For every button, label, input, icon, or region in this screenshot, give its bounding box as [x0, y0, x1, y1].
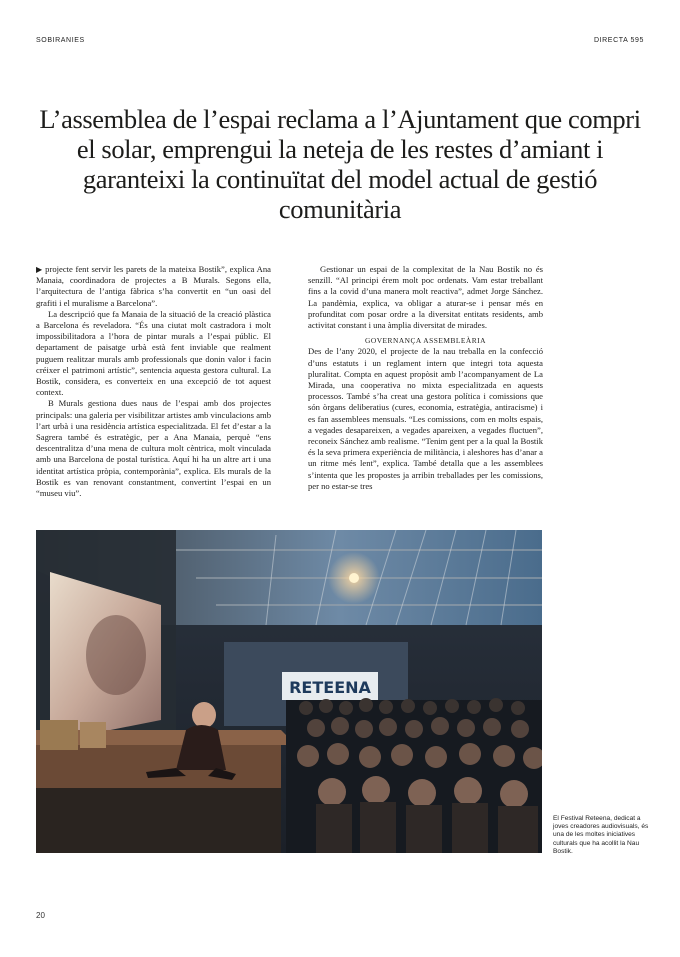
issue-label: DIRECTA 595 [593, 37, 644, 44]
right-column [308, 264, 543, 492]
paragraph: B Murals gestiona dues naus de l’espai amb dos projectes principals: una galeria per visibilitzar artistes amb vinculacions amb l’art urbà i una residència artística especialitzada. El fet d’estar a la Sagrera també és estratègic, per a Ana Manaia, perquè “ens descentralitza d’una mena de cultura molt cèntrica, molt vinculada amb una Barcelona de postal turística. Aquí hi ha un altre art i una identitat artística pròpia, contemporània”, explica. Els murals de la Bostik es van renovant constantment, convertint l’espai en un “museu viu”. [36, 398, 271, 499]
paragraph-text: projecte fent servir les parets de la mateixa Bostik”, explica Ana Manaia, coordinadora de projectes a B Murals. Segons ella, l’arquitectura de l’antiga fàbrica s’ha convertit en “un oasi del grafiti i el muralisme a Barcelona”. [36, 264, 271, 308]
triangle-right-icon: ▶ [36, 265, 43, 274]
event-photo [36, 530, 542, 853]
paragraph: Gestionar un espai de la complexitat de la Nau Bostik no és senzill. “Al principi érem molt poc ordenats. Vam estar treballant fins a la covid d’una manera molt reactiva”, admet Jorge Sánchez. La pandèmia, explica, va obligar a aturar-se i pensar més en profunditat com posar ordre a la diversitat entitats residents, amb activitat constant i una àmplia diversitat de mirades. [308, 264, 543, 331]
paragraph: La descripció que fa Manaia de la situació de la creació plàstica a Barcelona és reveladora. “És una ciutat molt castradora i molt impossibilitadora a l’hora de pintar murals a l’espai públic. El departament de paisatge urbà està fent inviable que realment puguem realitzar murals amb professionals que donin valor i facin créixer el patrimoni artístic”, sentencia aquesta gestora cultural. La Bostik, considera, es converteix en una excepció de tot aquest context. [36, 308, 271, 398]
headline: L’assemblea de l’espai reclama a l’Ajuntament que compri el solar, emprengui la neteja de les restes d’amiant i garanteixi la continuïtat del model actual de gestió comunitària [39, 104, 641, 224]
section-label: SOBIRANIES [36, 37, 85, 44]
banner-text: RETEENA [289, 678, 371, 697]
audience [286, 698, 542, 853]
page-number: 20 [36, 911, 45, 920]
photo-caption: El Festival Reteena, dedicat a joves creadores audiovisuals, és una de les moltes iniciatives culturals que ha acollit la Nau Bostik. [553, 815, 649, 855]
left-column [36, 264, 271, 499]
subheading: GOVERNANÇA ASSEMBLEÀRIA [365, 336, 486, 346]
paragraph: Des de l’any 2020, el projecte de la nau treballa en la confecció d’uns estatuts i un reglament intern que integri tota aquesta pluralitat. Compta en aquest propòsit amb l’acompanyament de La Mirada, una cooperativa no mixta especialitzada en aquests processos. També s’ha creat una gestora política i comissions que són òrgans deliberatius (cures, economia, estratègia, antiracisme) i es fan assemblees mensuals. “Les comissions, com en molts espais, a vegades desapareixen, a vegades apareixen, a vegades fluctuen”, reconeix Sánchez amb realisme. “Tenim gent per a la qual la Bostik és la seva primera experiència de militància, i aleshores has d’anar a un ritme més lent”, explica. També detalla que a les assemblees s’intenta que les propostes ja arribin treballades per les comissions, per no estar-se tres [308, 346, 543, 491]
paragraph [36, 264, 271, 309]
